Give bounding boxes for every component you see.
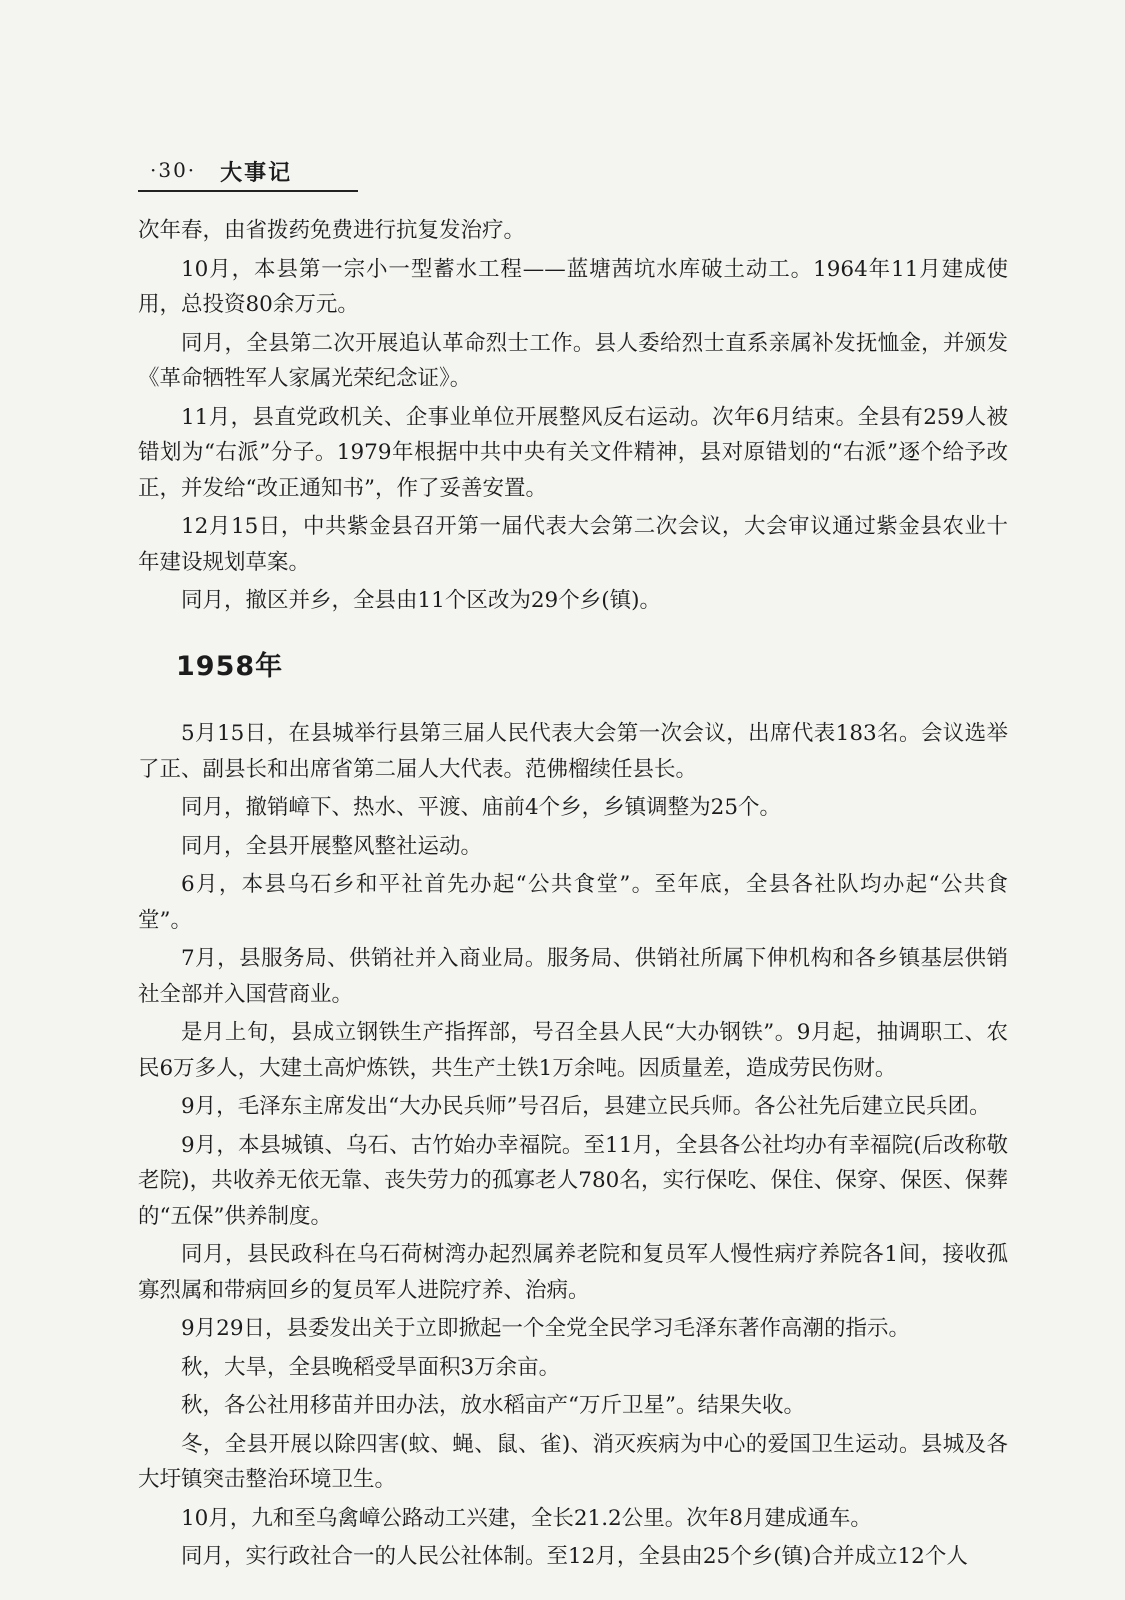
- paragraph: 同月，县民政科在乌石荷树湾办起烈属养老院和复员军人慢性病疗养院各1间，接收孤寡烈属和带病回乡的复员军人进院疗养、治病。: [138, 1242, 1008, 1303]
- paragraph: 同月，全县第二次开展追认革命烈士工作。县人委给烈士直系亲属补发抚恤金，并颁发《革命牺牲军人家属光荣纪念证》。: [138, 330, 1008, 391]
- section-title: 大事记: [220, 161, 293, 186]
- paragraph: 9月，本县城镇、乌石、古竹始办幸福院。至11月，全县各公社均办有幸福院(后改称敬老院)，共收养无依无靠、丧失劳力的孤寡老人780名，实行保吃、保住、保穿、保医、保葬的“五保”供养制度。: [138, 1132, 1008, 1229]
- page-number: ·30·: [150, 158, 197, 182]
- paragraph: 次年春，由省拨药免费进行抗复发治疗。: [138, 218, 526, 243]
- paragraph: 是月上旬，县成立钢铁生产指挥部，号召全县人民“大办钢铁”。9月起，抽调职工、农民6万多人，大建土高炉炼铁，共生产土铁1万余吨。因质量差，造成劳民伤财。: [138, 1020, 1008, 1081]
- paragraph: 5月15日，在县城举行县第三届人民代表大会第一次会议，出席代表183名。会议选举了正、副县长和出席省第二届人大代表。范佛榴续任县长。: [138, 721, 1008, 782]
- year-heading: 1958年: [176, 650, 284, 682]
- paragraph: 秋，大旱，全县晚稻受旱面积3万余亩。: [181, 1354, 561, 1380]
- paragraph: 11月，县直党政机关、企事业单位开展整风反右运动。次年6月结束。全县有259人被错划为“右派”分子。1979年根据中共中央有关文件精神，县对原错划的“右派”逐个给予改正，并发给“改正通知书”，作了妥善安置。: [138, 404, 1008, 501]
- paragraph: 冬，全县开展以除四害(蚊、蝇、鼠、雀)、消灭疾病为中心的爱国卫生运动。县城及各大圩镇突击整治环境卫生。: [138, 1431, 1008, 1492]
- paragraph: 6月，本县乌石乡和平社首先办起“公共食堂”。至年底，全县各社队均办起“公共食堂”。: [138, 872, 1008, 933]
- paragraph: 10月，本县第一宗小一型蓄水工程——蓝塘茜坑水库破土动工。1964年11月建成使用，总投资80余万元。: [138, 256, 1008, 317]
- paragraph: 同月，撤销嶂下、热水、平渡、庙前4个乡，乡镇调整为25个。: [181, 795, 782, 820]
- paragraph: 9月29日，县委发出关于立即掀起一个全党全民学习毛泽东著作高潮的指示。: [181, 1316, 911, 1341]
- paragraph: 12月15日，中共紫金县召开第一届代表大会第二次会议，大会审议通过紫金县农业十年建设规划草案。: [138, 514, 1008, 575]
- paragraph: 10月，九和至乌禽嶂公路动工兴建，全长21.2公里。次年8月建成通车。: [181, 1505, 872, 1531]
- paragraph: 同月，实行政社合一的人民公社体制。至12月，全县由25个乡(镇)合并成立12个人: [181, 1544, 968, 1569]
- paragraph: 9月，毛泽东主席发出“大办民兵师”号召后，县建立民兵师。各公社先后建立民兵团。: [181, 1094, 991, 1119]
- document-body: [138, 213, 1008, 1578]
- paragraph: 7月，县服务局、供销社并入商业局。服务局、供销社所属下伸机构和各乡镇基层供销社全部并入国营商业。: [138, 946, 1008, 1007]
- page-header: [138, 152, 358, 192]
- paragraph: 秋，各公社用移苗并田办法，放水稻亩产“万斤卫星”。结果失收。: [181, 1393, 805, 1418]
- paragraph: 同月，全县开展整风整社运动。: [181, 833, 483, 859]
- paragraph: 同月，撤区并乡，全县由11个区改为29个乡(镇)。: [181, 588, 661, 613]
